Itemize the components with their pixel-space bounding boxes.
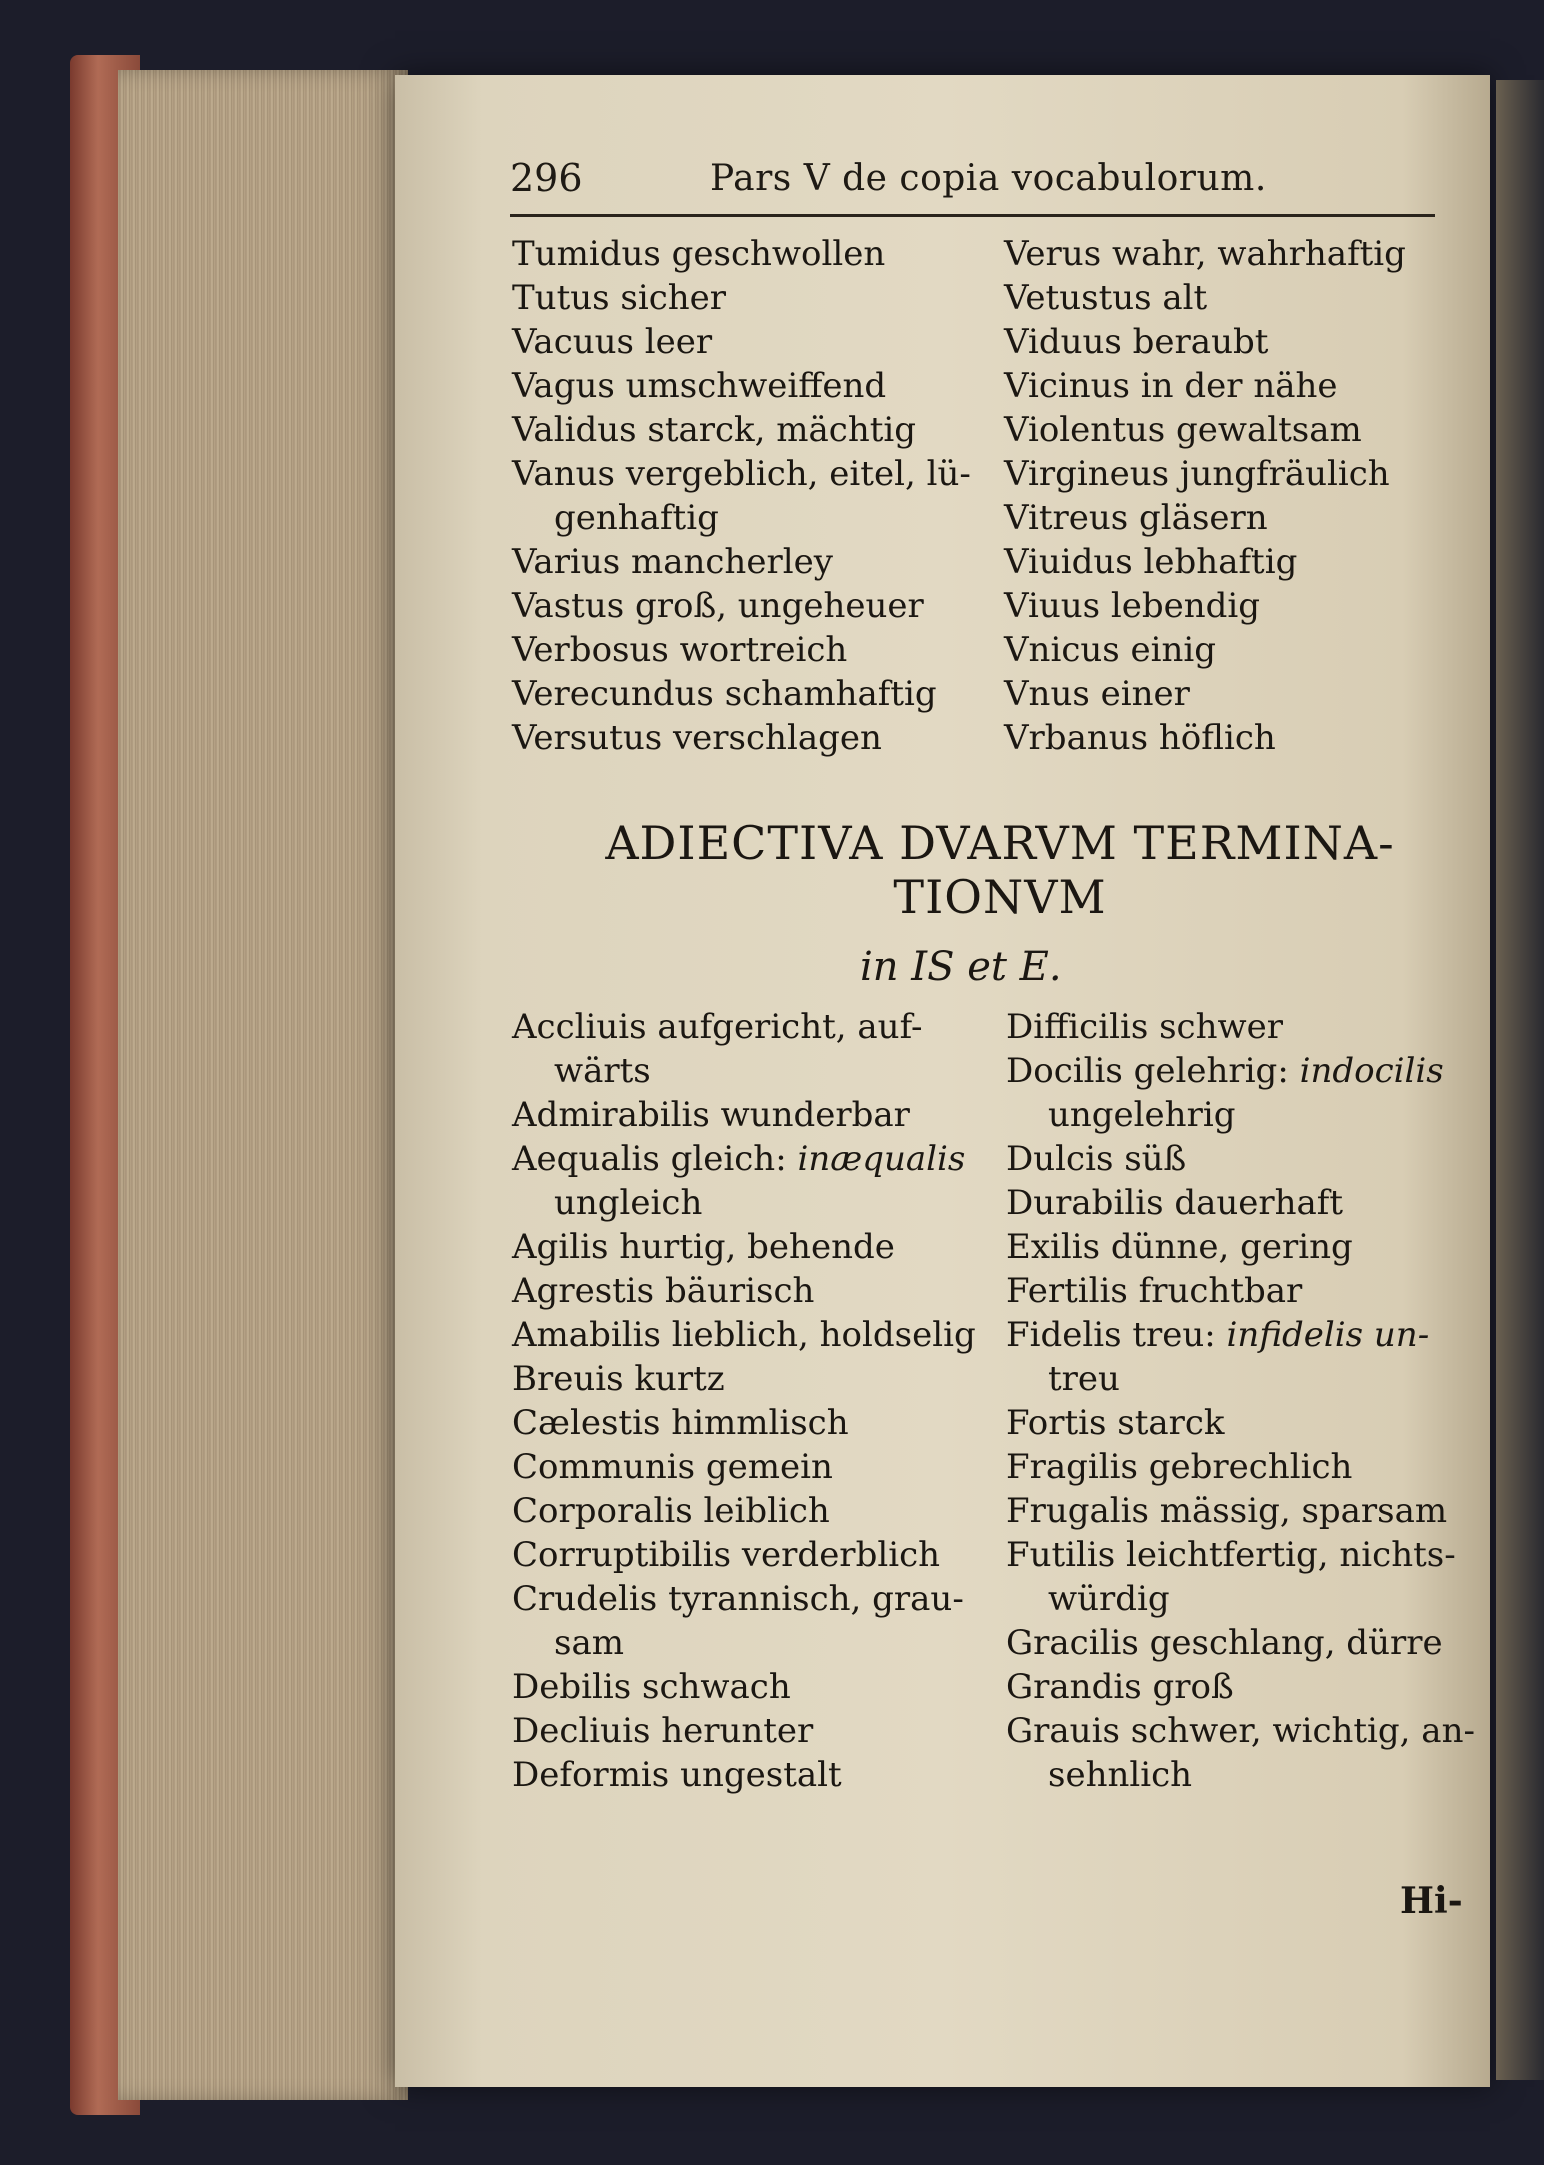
dictionary-entry xyxy=(512,1005,976,1049)
dictionary-entry xyxy=(1006,1313,1475,1357)
latin-word: Docilis xyxy=(1006,1051,1134,1091)
dictionary-entry xyxy=(1004,364,1406,408)
german-translation: starck xyxy=(1117,1403,1225,1443)
german-translation: hurtig, behende xyxy=(619,1227,895,1267)
dictionary-entry xyxy=(1006,1005,1475,1049)
latin-word: Exilis xyxy=(1006,1227,1111,1267)
latin-word: Vagus xyxy=(512,366,626,406)
german-translation: lebhaftig xyxy=(1143,542,1298,582)
dictionary-entry xyxy=(512,1577,976,1621)
word-column-bottom-right xyxy=(1006,1005,1475,1797)
latin-word: Agrestis xyxy=(512,1271,665,1311)
german-translation: leer xyxy=(644,322,713,362)
latin-word: Dulcis xyxy=(1006,1139,1125,1179)
german-translation: schwer, wichtig, an- xyxy=(1130,1711,1475,1751)
latin-word: Vastus xyxy=(512,586,635,626)
latin-word: Vnicus xyxy=(1004,630,1131,670)
german-translation: fruchtbar xyxy=(1138,1271,1303,1311)
latin-word: Corporalis xyxy=(512,1491,704,1531)
german-translation: schamhaftig xyxy=(724,674,937,714)
german-translation: sicher xyxy=(620,278,727,318)
german-translation: dauerhaft xyxy=(1174,1183,1344,1223)
latin-word: Grauis xyxy=(1006,1711,1131,1751)
latin-word: Amabilis xyxy=(512,1315,672,1355)
dictionary-entry xyxy=(1004,496,1406,540)
dictionary-entry xyxy=(1006,1445,1475,1489)
latin-word: Gracilis xyxy=(1006,1623,1150,1663)
dictionary-entry xyxy=(512,716,971,760)
latin-word: Viuus xyxy=(1004,586,1111,626)
dictionary-entry xyxy=(512,1225,976,1269)
latin-word: Validus xyxy=(512,410,648,450)
german-translation: schwer xyxy=(1159,1007,1283,1047)
antonym: indocilis xyxy=(1288,1051,1444,1091)
entry-continuation: ungelehrig xyxy=(1048,1095,1236,1135)
dictionary-entry xyxy=(1006,1401,1475,1445)
dictionary-entry xyxy=(512,452,971,496)
catchword: Hi- xyxy=(1400,1880,1463,1922)
antonym: inæqualis xyxy=(786,1139,966,1179)
dictionary-entry xyxy=(1006,1269,1475,1313)
dictionary-entry xyxy=(1004,716,1406,760)
german-translation: wahr, wahrhaftig xyxy=(1111,234,1406,274)
latin-word: Fortis xyxy=(1006,1403,1118,1443)
latin-word: Debilis xyxy=(512,1667,643,1707)
latin-word: Aequalis xyxy=(512,1139,671,1179)
german-translation: verderblich xyxy=(741,1535,941,1575)
dictionary-entry xyxy=(1004,276,1406,320)
dictionary-entry xyxy=(1006,1621,1475,1665)
dictionary-entry xyxy=(1004,540,1406,584)
dictionary-entry xyxy=(1006,1665,1475,1709)
dictionary-entry xyxy=(512,628,971,672)
dictionary-entry xyxy=(1006,1533,1475,1577)
german-translation: gläsern xyxy=(1139,498,1268,538)
facing-page-edge xyxy=(1496,80,1544,2080)
german-translation: gelehrig: xyxy=(1133,1051,1289,1091)
latin-word: Vitreus xyxy=(1004,498,1140,538)
dictionary-entry xyxy=(512,1137,976,1181)
entry-continuation: treu xyxy=(1048,1359,1120,1399)
dictionary-entry xyxy=(1006,1049,1475,1093)
section-heading-line2: TIONVM xyxy=(893,870,1107,924)
latin-word: Durabilis xyxy=(1006,1183,1175,1223)
latin-word: Vnus xyxy=(1004,674,1101,714)
latin-word: Difficilis xyxy=(1006,1007,1160,1047)
dictionary-entry xyxy=(512,1357,976,1401)
latin-word: Vicinus xyxy=(1004,366,1141,406)
german-translation: groß xyxy=(1152,1667,1234,1707)
german-translation: groß, ungeheuer xyxy=(634,586,924,626)
german-translation: einer xyxy=(1100,674,1190,714)
dictionary-entry xyxy=(512,1093,976,1137)
section-heading-line1: ADIECTIVA DVARVM TERMINA- xyxy=(605,816,1395,870)
latin-word: Cælestis xyxy=(512,1403,672,1443)
entry-continuation: genhaftig xyxy=(554,498,719,538)
dictionary-entry xyxy=(512,1445,976,1489)
latin-word: Accliuis xyxy=(512,1007,658,1047)
latin-word: Breuis xyxy=(512,1359,635,1399)
dictionary-entry xyxy=(512,408,971,452)
german-translation: schwach xyxy=(642,1667,791,1707)
section-heading xyxy=(560,816,1440,924)
latin-word: Verus xyxy=(1004,234,1112,274)
german-translation: süß xyxy=(1124,1139,1187,1179)
latin-word: Vetustus xyxy=(1004,278,1163,318)
german-translation: in der nähe xyxy=(1140,366,1338,406)
german-translation: mässig, sparsam xyxy=(1159,1491,1448,1531)
german-translation: treu: xyxy=(1132,1315,1216,1355)
dictionary-entry xyxy=(512,672,971,716)
dictionary-entry xyxy=(1004,628,1406,672)
page-block-edges xyxy=(118,70,408,2100)
german-translation: bäurisch xyxy=(664,1271,815,1311)
latin-word: Versutus xyxy=(512,718,673,758)
dictionary-entry xyxy=(512,1665,976,1709)
german-translation: leichtfertig, nichts- xyxy=(1126,1535,1456,1575)
latin-word: Fragilis xyxy=(1006,1447,1149,1487)
dictionary-entry xyxy=(1006,1181,1475,1225)
word-column-bottom-left xyxy=(512,1005,976,1797)
german-translation: beraubt xyxy=(1132,322,1269,362)
page-header xyxy=(510,148,1435,217)
german-translation: jungfräulich xyxy=(1179,454,1390,494)
latin-word: Vanus xyxy=(512,454,626,494)
german-translation: leiblich xyxy=(703,1491,830,1531)
german-translation: wortreich xyxy=(679,630,848,670)
entry-continuation: sehnlich xyxy=(1048,1755,1193,1795)
latin-word: Decliuis xyxy=(512,1711,662,1751)
dictionary-entry xyxy=(512,364,971,408)
german-translation: herunter xyxy=(661,1711,814,1751)
german-translation: wunderbar xyxy=(720,1095,910,1135)
latin-word: Viduus xyxy=(1004,322,1133,362)
dictionary-entry xyxy=(1006,1137,1475,1181)
dictionary-entry xyxy=(512,1709,976,1753)
entry-continuation: sam xyxy=(554,1623,624,1663)
dictionary-entry xyxy=(512,276,971,320)
german-translation: ungestalt xyxy=(680,1755,842,1795)
latin-word: Fertilis xyxy=(1006,1271,1139,1311)
latin-word: Virgineus xyxy=(1004,454,1180,494)
dictionary-entry xyxy=(512,1489,976,1533)
latin-word: Crudelis xyxy=(512,1579,669,1619)
dictionary-entry xyxy=(512,1753,976,1797)
dictionary-entry xyxy=(512,1313,976,1357)
dictionary-entry xyxy=(1004,584,1406,628)
dictionary-entry xyxy=(1004,452,1406,496)
german-translation: mancherley xyxy=(630,542,833,582)
entry-continuation: wärts xyxy=(554,1051,651,1091)
latin-word: Futilis xyxy=(1006,1535,1127,1575)
german-translation: aufgericht, auf- xyxy=(657,1007,923,1047)
word-column-top-left xyxy=(512,232,971,760)
german-translation: geschwollen xyxy=(671,234,886,274)
german-translation: gleich: xyxy=(670,1139,787,1179)
german-translation: alt xyxy=(1162,278,1208,318)
section-subheading: in IS et E. xyxy=(860,944,1062,990)
german-translation: verschlagen xyxy=(672,718,882,758)
latin-word: Violentus xyxy=(1004,410,1177,450)
german-translation: starck, mächtig xyxy=(647,410,917,450)
latin-word: Communis xyxy=(512,1447,706,1487)
german-translation: lebendig xyxy=(1110,586,1261,626)
latin-word: Agilis xyxy=(512,1227,620,1267)
dictionary-entry xyxy=(512,232,971,276)
dictionary-entry xyxy=(512,540,971,584)
word-column-top-right xyxy=(1004,232,1406,760)
latin-word: Tumidus xyxy=(512,234,672,274)
latin-word: Verbosus xyxy=(512,630,680,670)
latin-word: Tutus xyxy=(512,278,621,318)
page-number: 296 xyxy=(510,156,583,200)
german-translation: gemein xyxy=(705,1447,833,1487)
german-translation: höflich xyxy=(1158,718,1276,758)
latin-word: Admirabilis xyxy=(512,1095,721,1135)
latin-word: Vrbanus xyxy=(1004,718,1159,758)
latin-word: Frugalis xyxy=(1006,1491,1160,1531)
latin-word: Varius xyxy=(512,542,631,582)
dictionary-entry xyxy=(512,584,971,628)
german-translation: dünne, gering xyxy=(1110,1227,1353,1267)
dictionary-entry xyxy=(512,320,971,364)
entry-continuation: ungleich xyxy=(554,1183,703,1223)
dictionary-entry xyxy=(512,1401,976,1445)
dictionary-entry xyxy=(1004,320,1406,364)
antonym: infidelis un- xyxy=(1215,1315,1430,1355)
german-translation: vergeblich, eitel, lü- xyxy=(625,454,971,494)
german-translation: tyrannisch, grau- xyxy=(668,1579,964,1619)
latin-word: Vacuus xyxy=(512,322,645,362)
latin-word: Deformis xyxy=(512,1755,681,1795)
dictionary-entry xyxy=(1006,1225,1475,1269)
latin-word: Viuidus xyxy=(1004,542,1144,582)
german-translation: kurtz xyxy=(634,1359,725,1399)
german-translation: geschlang, dürre xyxy=(1149,1623,1443,1663)
entry-continuation: würdig xyxy=(1048,1579,1170,1619)
german-translation: gewaltsam xyxy=(1176,410,1362,450)
german-translation: lieblich, holdselig xyxy=(671,1315,976,1355)
dictionary-entry xyxy=(1004,408,1406,452)
latin-word: Fidelis xyxy=(1006,1315,1133,1355)
dictionary-entry xyxy=(1006,1489,1475,1533)
german-translation: einig xyxy=(1130,630,1217,670)
german-translation: gebrechlich xyxy=(1148,1447,1353,1487)
german-translation: umschweiffend xyxy=(625,366,887,406)
german-translation: himmlisch xyxy=(671,1403,849,1443)
latin-word: Corruptibilis xyxy=(512,1535,742,1575)
running-head: Pars V de copia vocabulorum. xyxy=(710,158,1267,199)
dictionary-entry xyxy=(1004,672,1406,716)
dictionary-entry xyxy=(1004,232,1406,276)
dictionary-entry xyxy=(1006,1709,1475,1753)
latin-word: Grandis xyxy=(1006,1667,1153,1707)
dictionary-entry xyxy=(512,1269,976,1313)
dictionary-entry xyxy=(512,1533,976,1577)
latin-word: Verecundus xyxy=(512,674,725,714)
